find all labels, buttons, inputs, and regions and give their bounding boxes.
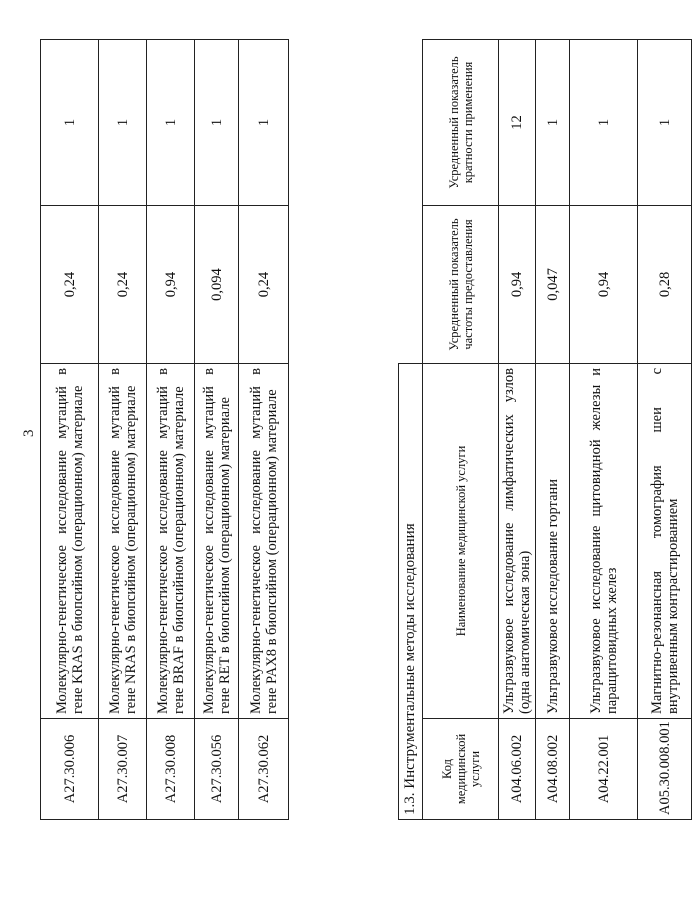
service-code: A27.30.006	[41, 719, 99, 820]
service-code: A04.22.001	[570, 719, 638, 820]
table-row	[638, 39, 692, 819]
frequency-value: 0,047	[536, 205, 570, 363]
service-name: Молекулярно-генетическое исследование мутаций в гене RET в биопсийном (операционном) материале	[195, 364, 239, 719]
table-row	[147, 40, 195, 820]
multiplicity-value: 1	[41, 40, 99, 206]
table-row	[195, 40, 239, 820]
service-name: Ультразвуковое исследование гортани	[536, 363, 570, 718]
multiplicity-value: 12	[499, 39, 536, 205]
multiplicity-value: 1	[99, 40, 147, 206]
multiplicity-value: 1	[147, 40, 195, 206]
service-name: Молекулярно-генетическое исследование мутаций в гене NRAS в биопсийном (операционном) материале	[99, 364, 147, 719]
header-name: Наименование медицинской услуги	[423, 363, 499, 718]
service-code: A27.30.056	[195, 719, 239, 820]
frequency-value: 0,24	[239, 206, 289, 364]
lab-tests-table	[40, 39, 289, 820]
header-frequency: Усредненный показатель частоты предоставления	[423, 205, 499, 363]
service-code: A27.30.007	[99, 719, 147, 820]
table-row	[536, 39, 570, 819]
multiplicity-value: 1	[536, 39, 570, 205]
section-title-row	[399, 39, 423, 819]
multiplicity-value: 1	[570, 39, 638, 205]
service-code: A04.06.002	[499, 719, 536, 820]
service-name: Ультразвуковое исследование щитовидной железы и паращитовидных желез	[570, 363, 638, 718]
page-number: 3	[21, 429, 37, 437]
table-row	[99, 40, 147, 820]
table-row	[499, 39, 536, 819]
service-code: A27.30.062	[239, 719, 289, 820]
multiplicity-value: 1	[638, 39, 692, 205]
service-name: Молекулярно-генетическое исследование мутаций в гене KRAS в биопсийном (операционном) материале	[41, 364, 99, 719]
service-code: A05.30.008.001	[638, 719, 692, 820]
frequency-value: 0,094	[195, 206, 239, 364]
service-code: A04.08.002	[536, 719, 570, 820]
frequency-value: 0,24	[99, 206, 147, 364]
service-name: Молекулярно-генетическое исследование мутаций в гене BRAF в биопсийном (операционном) материале	[147, 364, 195, 719]
table-row	[570, 39, 638, 819]
header-multiplicity: Усредненный показатель кратности применения	[423, 39, 499, 205]
service-name: Ультразвуковое исследование лимфатических узлов (одна анатомическая зона)	[499, 363, 536, 718]
header-code: Код медицинской услуги	[423, 719, 499, 820]
section-title: 1.3. Инструментальные методы исследования	[399, 363, 423, 819]
table-row	[41, 40, 99, 820]
table-row	[239, 40, 289, 820]
service-code: A27.30.008	[147, 719, 195, 820]
frequency-value: 0,94	[570, 205, 638, 363]
instrumental-methods-table	[398, 39, 692, 820]
service-name: Молекулярно-генетическое исследование мутаций в гене PAX8 в биопсийном (операционном) материале	[239, 364, 289, 719]
frequency-value: 0,24	[41, 206, 99, 364]
multiplicity-value: 1	[195, 40, 239, 206]
multiplicity-value: 1	[239, 40, 289, 206]
frequency-value: 0,28	[638, 205, 692, 363]
frequency-value: 0,94	[147, 206, 195, 364]
header-row	[423, 39, 499, 819]
service-name: Магнитно-резонансная томография шеи с внутривенным контрастированием	[638, 363, 692, 718]
frequency-value: 0,94	[499, 205, 536, 363]
